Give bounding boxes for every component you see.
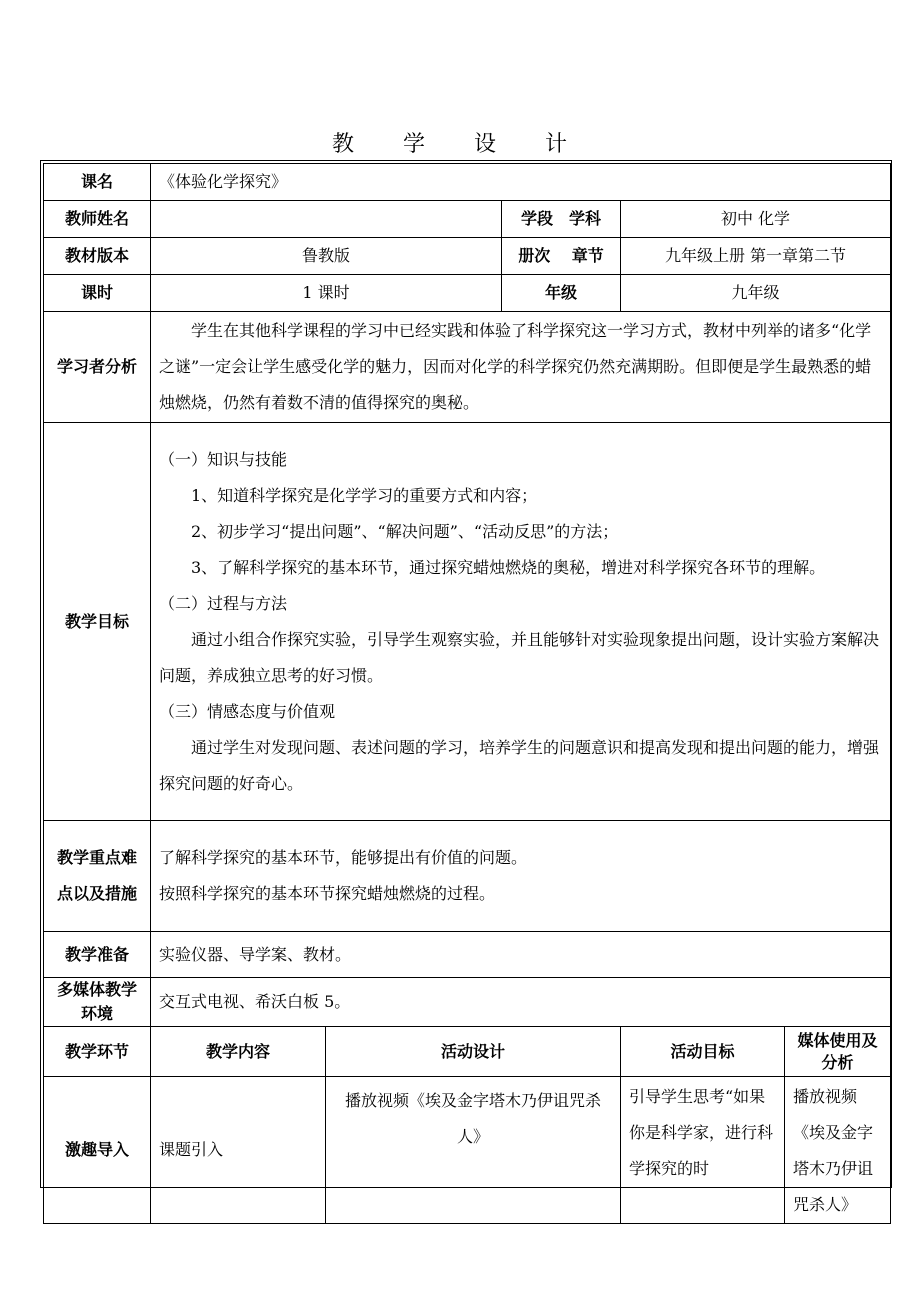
objectives-content [151, 423, 891, 821]
learner-row [44, 312, 891, 423]
process-content: 课题引入 [151, 1077, 326, 1224]
process-stage: 激趣导入 [44, 1077, 151, 1224]
process-media: 播放视频《埃及金字塔木乃伊诅咒杀人》 [785, 1077, 891, 1224]
page-title: 教 学 设 计 [332, 132, 588, 157]
objective-item-3: 3、了解科学探究的基本环节，通过探究蜡烛燃烧的奥秘，增进对科学探究各环节的理解。 [191, 557, 826, 577]
lesson-plan-table [43, 163, 891, 1224]
objective-item-1: 1、知道科学探究是化学学习的重要方式和内容； [191, 485, 538, 505]
objective-heading-process: （二）过程与方法 [159, 593, 288, 613]
objective-heading-knowledge: （一）知识与技能 [159, 449, 288, 469]
keypoint-line-1: 了解科学探究的基本环节，能够提出有价值的问题。 [159, 848, 528, 867]
learner-text: 学生在其他科学课程的学习中已经实践和体验了科学探究这一学习方式，教材中列举的诸多“化学之谜”一定会让学生感受化学的魅力，因而对化学的科学探究仍然充满期盼。但即便是学生最熟悉的蜡烛燃烧，仍然有着数不清的值得探究的奥秘。 [151, 312, 891, 423]
course-row [44, 164, 891, 201]
multimedia-row [44, 978, 891, 1027]
process-header-stage: 教学环节 [44, 1027, 151, 1077]
preparation-value: 实验仪器、导学案、教材。 [151, 932, 891, 978]
objective-process-text: 通过小组合作探究实验，引导学生观察实验，并且能够针对实验现象提出问题，设计实验方案解决问题，养成独立思考的好习惯。 [159, 629, 880, 685]
objective-emotion-text: 通过学生对发现问题、表述问题的学习，培养学生的问题意识和提高发现和提出问题的能力，增强探究问题的好奇心。 [159, 737, 880, 793]
course-label: 课名 [44, 164, 151, 201]
process-header-goal: 活动目标 [621, 1027, 785, 1077]
multimedia-value: 交互式电视、希沃白板 5。 [151, 978, 891, 1027]
multimedia-label: 多媒体教学 环境 [44, 978, 151, 1027]
volume-chapter-value: 九年级上册 第一章第二节 [621, 238, 891, 275]
process-header-media: 媒体使用及分析 [785, 1027, 891, 1077]
process-goal: 引导学生思考“如果你是科学家，进行科学探究的时 [621, 1077, 785, 1224]
grade-value: 九年级 [621, 275, 891, 312]
keypoint-line-2: 按照科学探究的基本环节探究蜡烛燃烧的过程。 [159, 884, 496, 903]
stage-subject-label: 学段 学科 [502, 201, 621, 238]
teacher-row [44, 201, 891, 238]
keypoints-row [44, 821, 891, 932]
process-header-row [44, 1027, 891, 1077]
learner-label: 学习者分析 [44, 312, 151, 423]
period-value: 1 课时 [151, 275, 502, 312]
teacher-value [151, 201, 502, 238]
objective-heading-emotion: （三）情感态度与价值观 [159, 701, 336, 721]
course-value: 《体验化学探究》 [151, 164, 891, 201]
stage-subject-value: 初中 化学 [621, 201, 891, 238]
process-activity: 播放视频《埃及金字塔木乃伊诅咒杀人》 [326, 1077, 621, 1224]
keypoints-label: 教学重点难点以及措施 [44, 821, 151, 932]
teacher-label: 教师姓名 [44, 201, 151, 238]
keypoints-content [151, 821, 891, 932]
period-row [44, 275, 891, 312]
process-header-activity: 活动设计 [326, 1027, 621, 1077]
process-row [44, 1077, 891, 1224]
volume-chapter-label: 册次 章节 [502, 238, 621, 275]
textbook-row [44, 238, 891, 275]
process-header-content: 教学内容 [151, 1027, 326, 1077]
objectives-row [44, 423, 891, 821]
preparation-row [44, 932, 891, 978]
textbook-label: 教材版本 [44, 238, 151, 275]
objective-item-2: 2、初步学习“提出问题”、“解决问题”、“活动反思”的方法； [191, 521, 619, 541]
period-label: 课时 [44, 275, 151, 312]
objectives-label: 教学目标 [44, 423, 151, 821]
preparation-label: 教学准备 [44, 932, 151, 978]
grade-label: 年级 [502, 275, 621, 312]
textbook-value: 鲁教版 [151, 238, 502, 275]
